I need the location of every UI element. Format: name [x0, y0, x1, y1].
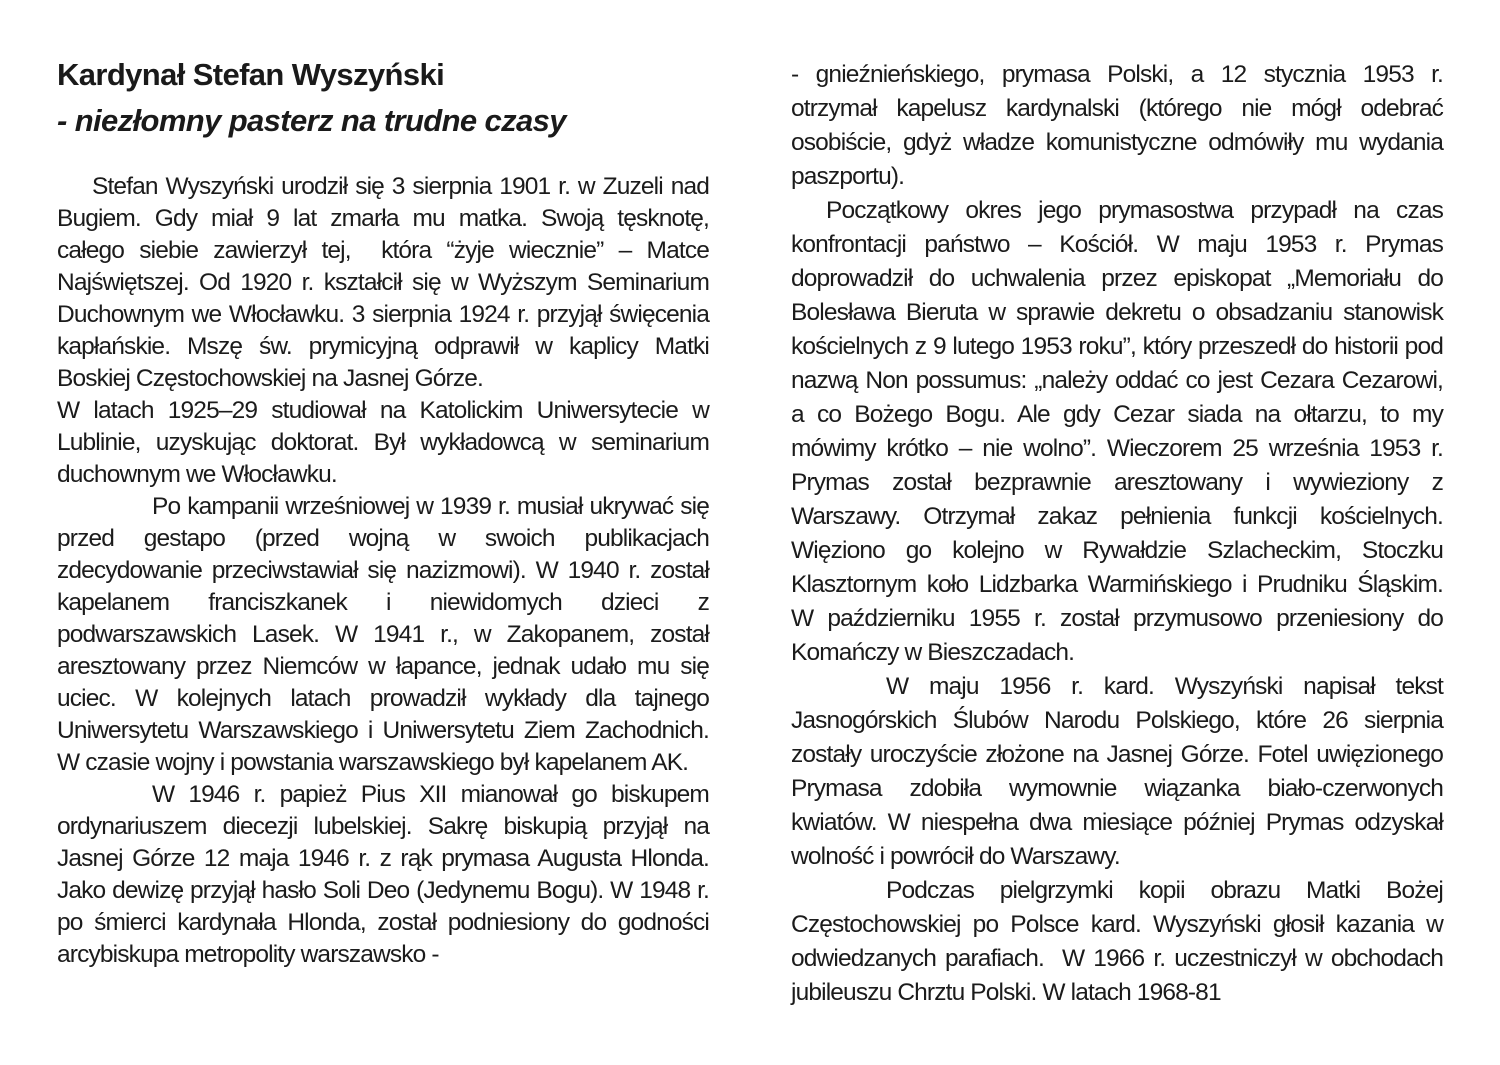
- paragraph-early-life: Stefan Wyszyński urodził się 3 sierpnia 1901 r. w Zuzeli nad Bugiem. Gdy miał 9 lat zmarła mu matka. Swoją tęsknotę, całego siebie zawierzył tej, która “żyje wiecznie” – Matce Najświętszej. Od 1920 r. kształcił się w Wyższym Seminarium Duchownym we Włocławku. 3 sierpnia 1924 r. przyjął święcenia kapłańskie. Mszę św. prymicyjną odprawił w kaplicy Matki Boskiej Częstochowskiej na Jasnej Górze.: [57, 173, 715, 392]
- right-column: [791, 52, 1455, 1065]
- paragraph-lublin-studies: W latach 1925–29 studiował na Katolickim Uniwersytecie w Lublinie, uzyskując doktorat. Był wykładowcą w seminarium duchownym we Włocławku.: [57, 397, 715, 488]
- left-column: [57, 52, 721, 1065]
- paragraph-millennium-pilgrimage: Podczas pielgrzymki kopii obrazu Matki Bożej Częstochowskiej po Polsce kard. Wyszyński głosił kazania w odwiedzanych parafiach. W 1966 r. uczestniczył w obchodach jubileuszu Chrztu Polski. W latach 1968-81: [791, 877, 1449, 1006]
- paragraph-jasnogorskie-sluby: W maju 1956 r. kard. Wyszyński napisał tekst Jasnogórskich Ślubów Narodu Polskiego, które 26 sierpnia zostały uroczyście złożone na Jasnej Górze. Fotel uwięzionego Prymasa zdobiła wymownie wiązanka biało-czerwonych kwiatów. W niespełna dwa miesiące później Prymas odzyskał wolność i powrócił do Warszawy.: [791, 673, 1449, 870]
- paragraph-wwii-years: Po kampanii wrześniowej w 1939 r. musiał ukrywać się przed gestapo (przed wojną w swoich publikacjach zdecydowanie przeciwstawiał się nazizmowi). W 1940 r. został kapelanem franciszkanek i niewidomych dzieci z podwarszawskich Lasek. W 1941 r., w Zakopanem, został aresztowany przez Niemców w łapance, jednak udało mu się uciec. W kolejnych latach prowadził wykłady dla tajnego Uniwersytetu Warszawskiego i Uniwersytetu Ziem Zachodnich. W czasie wojny i powstania warszawskiego był kapelanem AK.: [57, 493, 715, 776]
- article-title: Kardynał Stefan Wyszyński: [57, 57, 445, 92]
- paragraph-bishop-1946: W 1946 r. papież Pius XII mianował go biskupem ordynariuszem diecezji lubelskiej. Sakrę biskupią przyjął na Jasnej Górze 12 maja 1946 r. z rąk prymasa Augusta Hlonda. Jako dewizę przyjął hasło Soli Deo (Jedynemu Bogu). W 1948 r. po śmierci kardynała Hlonda, został podniesiony do godności arcybiskupa metropolity warszawsko -: [57, 781, 721, 968]
- article-subtitle: - niezłomny pasterz na trudne czasy: [57, 103, 566, 138]
- paragraph-cardinal-hat: - gnieźnieńskiego, prymasa Polski, a 12 stycznia 1953 r. otrzymał kapelusz kardynalski (którego nie mógł odebrać osobiście, gdyż władze komunistyczne odmówiły mu wydania paszportu).: [791, 61, 1449, 190]
- paragraph-non-possumus-arrest: Początkowy okres jego prymasostwa przypadł na czas konfrontacji państwo – Kościół. W maju 1953 r. Prymas doprowadził do uchwalenia przez episkopat „Memoriału do Bolesława Bieruta w sprawie dekretu o obsadzaniu stanowisk kościelnych z 9 lutego 1953 roku”, który przeszedł do historii pod nazwą Non possumus: „należy oddać co jest Cezara Cezarowi, a co Bożego Bogu. Ale gdy Cezar siada na ołtarzu, to my mówimy krótko – nie wolno”. Wieczorem 25 września 1953 r. Prymas został bezprawnie aresztowany i wywieziony z Warszawy. Otrzymał zakaz pełnienia funkcji kościelnych. Więziono go kolejno w Rywałdzie Szlacheckim, Stoczku Klasztornym koło Lidzbarka Warmińskiego i Prudniku Śląskim. W październiku 1955 r. został przymusowo przeniesiony do Komańczy w Bieszczadach.: [791, 197, 1455, 666]
